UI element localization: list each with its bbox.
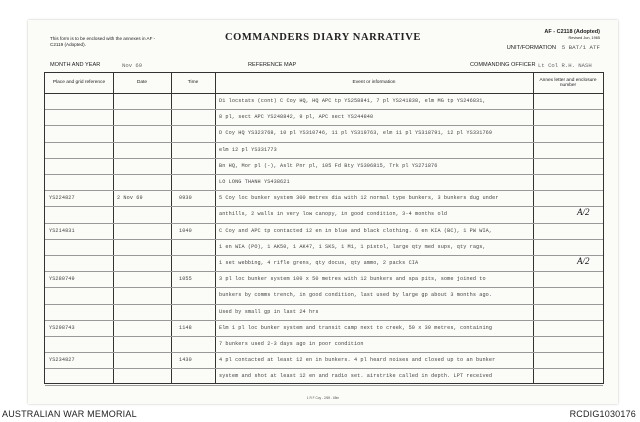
col-header-place: Place and grid reference	[45, 73, 113, 94]
time-cell: 0930	[179, 195, 192, 202]
event-cell: D1 locstats (cont) C Coy HQ, HQ APC tp YS258841, 7 pl YS241838, elm MG tp YS246831,	[219, 98, 486, 104]
place-cell: YS280749	[49, 276, 75, 283]
print-line: 1 R F Coy - 2/69 - 65m	[306, 396, 340, 400]
time-cell: 1430	[179, 357, 192, 364]
diary-table	[44, 72, 604, 384]
form-instruction: This form is to be enclosed with the annexes in AF - C2119 (Adopted).	[50, 36, 156, 47]
table-row	[45, 174, 603, 191]
table-row	[45, 142, 603, 159]
event-cell: elm 12 pl YS331773	[219, 146, 277, 153]
event-cell: Elm 1 pl loc bunker system and transit camp next to creek, 50 x 30 metres, containing	[219, 324, 493, 331]
unit-label: UNIT/FORMATION	[506, 45, 557, 51]
col-header-event: Event or information	[215, 73, 533, 94]
unit-formation	[507, 44, 600, 51]
table-row	[45, 125, 603, 142]
table-row	[45, 239, 603, 256]
annex-cell: A/2	[577, 207, 590, 218]
table-row	[45, 287, 603, 304]
table-row	[45, 255, 603, 272]
form-id: AF - C2118 (Adopted)	[544, 29, 600, 35]
table-row	[45, 158, 603, 175]
place-cell: YS234827	[49, 357, 75, 364]
table-row	[45, 190, 603, 207]
table-row	[45, 368, 603, 385]
month-value: Nov 69	[122, 62, 143, 69]
page-title: COMMANDERS DIARY NARRATIVE	[224, 32, 422, 43]
event-cell: LO LONG THANH YS438621	[219, 179, 290, 185]
event-cell: bunkers by comms trench, in good condition, last used by large gp about 3 months ago.	[219, 292, 493, 299]
revised-date: Revised Jun, 1965	[568, 36, 600, 40]
officer-label: COMMANDING OFFICER	[470, 62, 536, 68]
event-cell: Bn HQ, Mor pl (-), Aslt Pnr pl, 105 Fd Bty YS306815, Trk pl YS271876	[219, 162, 438, 169]
event-cell: 3 pl loc bunker system 100 x 50 metres with 12 bunkers and spa pits, some joined to	[219, 276, 486, 283]
unit-value: 5 BAT/1 ATF	[561, 44, 600, 51]
col-header-date: Date	[113, 73, 171, 94]
annex-cell: A/2	[577, 256, 590, 266]
event-cell: system and shot at least 12 en and radio set. airstrike called in depth. LPT received	[219, 373, 493, 380]
col-header-time: Time	[171, 73, 215, 94]
event-cell: 5 Coy loc bunker system 300 metres dia with 12 normal type bunkers, 3 bunkers dug under	[219, 195, 499, 202]
place-cell: YS298743	[49, 324, 75, 331]
event-cell: 1 set webbing, 4 rifle grens, qty docus, qty ammo, 2 packs CIA	[219, 260, 419, 266]
event-cell: C Coy and APC tp contacted 12 en in blue and black clothing. 6 en KIA (BC), 1 PW WIA,	[219, 227, 493, 234]
document-id: RCDIG1030176	[569, 409, 636, 419]
event-cell: 4 pl contacted at least 12 en in bunkers. 4 pl heard noises and closed up to an bunker	[219, 357, 496, 364]
date-cell: 2 Nov 69	[117, 195, 143, 202]
month-label: MONTH AND YEAR	[50, 62, 101, 68]
event-cell: 8 pl, sect APC YS248842, 9 pl, APC sect YS244840	[219, 114, 374, 121]
table-row	[45, 352, 603, 369]
table-row	[45, 109, 603, 126]
diary-sheet	[28, 20, 618, 404]
officer-value: Lt Col R.H. NASH	[538, 62, 592, 69]
table-row	[45, 223, 603, 240]
table-row	[45, 336, 603, 353]
table-row	[45, 93, 603, 110]
table-row	[45, 320, 603, 337]
time-cell: 1055	[179, 276, 192, 283]
event-cell: 7 bunkers used 2-3 days ago in poor condition	[219, 341, 364, 347]
event-cell: Used by small gp in last 24 hrs	[219, 308, 319, 315]
table-row	[45, 206, 603, 223]
event-cell: anthills, 2 walls in very low canopy, in good condition, 3-4 months old	[219, 211, 448, 218]
event-cell: D Coy HQ YS323768, 10 pl YS310746, 11 pl YS319763, elm 11 pl YS318791, 12 pl YS331769	[219, 130, 493, 137]
table-row	[45, 304, 603, 321]
table-row	[45, 271, 603, 288]
source-label: AUSTRALIAN WAR MEMORIAL	[2, 409, 137, 419]
time-cell: 1040	[179, 227, 192, 234]
place-cell: YS224827	[49, 195, 75, 202]
map-label: REFERENCE MAP	[248, 62, 297, 68]
place-cell: YS214831	[49, 227, 75, 234]
col-header-annex: Annex letter and enclosure number	[533, 73, 603, 94]
time-cell: 1148	[179, 324, 192, 331]
event-cell: 1 en WIA (PO), 1 AK50, 1 AK47, 1 SKS, 1 M1, 1 pistol, large qty med sups, qty rags,	[219, 243, 486, 250]
